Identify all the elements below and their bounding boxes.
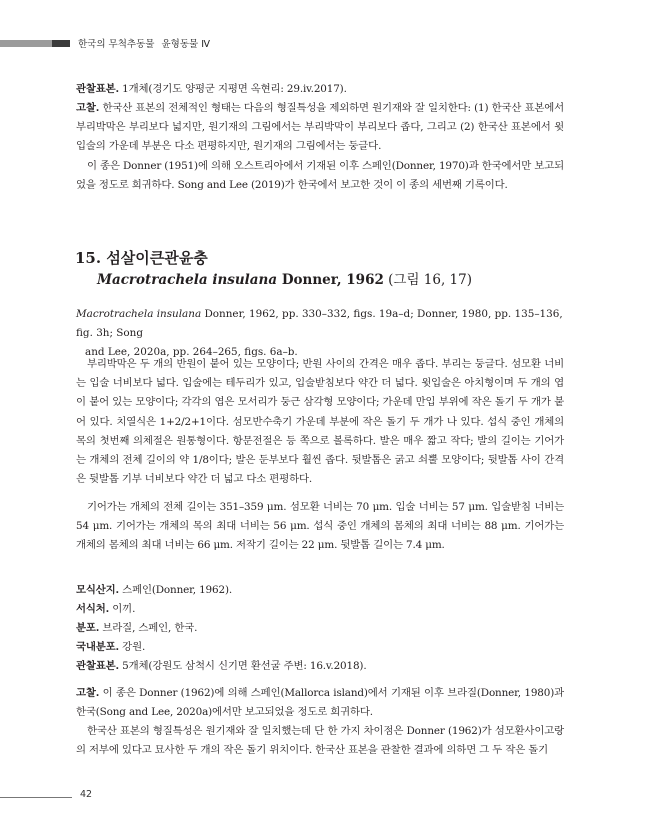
section-species-heading [97, 268, 472, 288]
header-bar-gray [0, 40, 52, 47]
remark-paragraph [76, 99, 564, 157]
comparison-paragraph: 한국산 표본의 형질특성은 원기재와 잘 일치했는데 단 한 가지 차이점은 Donner (1962)가 섬모환사이고랑의 저부에 있다고 묘사한 두 개의 작은 돌기 위치이다. 한국산 표본을 관찰한 결과에 의하면 그 두 작은 돌기 [76, 725, 564, 757]
specimen-label: 관찰표본. [76, 83, 120, 95]
type-locality-text: 스페인(Donner, 1962). [119, 584, 232, 596]
remark-text: 한국산 표본의 전체적인 형태는 다음의 형질특성을 제외하면 원기재와 잘 일치한다: (1) 한국산 표본에서 부리박막은 부리보다 넓지만, 원기재의 그림에서는 부리박막이 부리보다 좁다, 그리고 (2) 한국산 표본에서 윗입술의 가운데 부분은 다소 편평하지만, 원기재의 그림에서는 둥글다. [76, 102, 564, 153]
header-bar-dark [52, 40, 70, 47]
type-locality-label: 모식산지. [76, 584, 120, 596]
distribution-label: 분포. [76, 622, 100, 634]
remark-label-2: 고찰. [76, 687, 100, 699]
habitat-line [76, 600, 564, 619]
figure-reference: (그림 16, 17) [383, 272, 472, 288]
habitat-label: 서식처. [76, 603, 110, 615]
header-subtitle: 윤형동물 Ⅳ [161, 39, 210, 50]
measurement-paragraph: 기어가는 개체의 전체 길이는 351–359 μm. 섬모환 너비는 70 μm. 입술 너비는 57 μm. 입술받침 너비는 54 μm. 기어가는 개체의 목의 최대 너비는 56 μm. 섭식 중인 개체의 몸체의 최대 너비는 88 μm. 기어가는 개체의 몸체의 최대 너비는 66 μm. 저작기 길이는 22 μm. 뒷발톱 길이는 7.4 μm. [76, 501, 564, 552]
reference-line-2: and Lee, 2020a, pp. 264–265, figs. 6a–b. [85, 346, 298, 359]
record-paragraph: 이 종은 Donner (1951)에 의해 오스트리아에서 기재된 이후 스페인(Donner, 1970)과 한국에서만 보고되었을 정도로 희귀하다. Song and Lee (2019)가 한국에서 보고한 것이 이 종의 세번째 기록이다. [76, 160, 564, 192]
specimen-text-2: 5개체(강원도 삼척시 신기면 환선굴 주변: 16.v.2018). [119, 660, 367, 672]
reference-line-1: Donner, 1962, pp. 330–332, figs. 19a–d; Donner, 1980, pp. 135–136, fig. 3h; Song [76, 308, 563, 340]
specimen-label-2: 관찰표본. [76, 660, 120, 672]
habitat-text: 이끼. [109, 603, 136, 615]
header-title: 한국의 무척추동물 [78, 39, 155, 50]
remark-paragraph-2 [76, 684, 564, 722]
description-paragraph: 부리박막은 두 개의 반원이 붙어 있는 모양이다; 반원 사이의 간격은 매우 좁다. 부리는 둥글다. 섬모환 너비는 입술 너비보다 넓다. 입술에는 테두리가 있고, 입술받침보다 약간 더 넓다. 윗입술은 아치형이며 두 개의 엽이 붙어 있는 모양이다; 각각의 엽은 모서리가 둥근 삼각형 모양이다; 가운데 만입 부위에 작은 돌기 두 개가 붙어 있다. 치열식은 1+2/2+1이다. 섬모반수축기 가운데 부분에 작은 돌기 두 개가 나 있다. 섭식 중인 개체의 목의 첫번째 의체절은 원통형이다. 항문전절은 등 쪽으로 볼록하다. 발은 매우 짧고 작다; 발의 길이는 기어가는 개체의 전체 길이의 약 1/8이다; 발은 둔부보다 훨씬 좁다. 뒷발톱은 굵고 쇠뿔 모양이다; 뒷발톱 사이 간격은 뒷발톱 기부 너비보다 약간 더 넓고 다소 편평하다. [76, 358, 564, 486]
domestic-text: 강원. [119, 641, 146, 653]
specimen-paragraph [76, 80, 564, 99]
page-number: 42 [80, 789, 93, 800]
species-name: Macrotrachela insulana [97, 272, 278, 288]
species-author: Donner, 1962 [277, 272, 384, 288]
domestic-label: 국내분포. [76, 641, 120, 653]
domestic-distribution-line [76, 638, 564, 657]
remark-label: 고찰. [76, 102, 100, 114]
reference-species: Macrotrachela insulana [76, 308, 202, 320]
specimen-line [76, 657, 564, 676]
section-title: 15. 섬살이큰관윤충 [75, 249, 208, 267]
type-locality-line [76, 581, 564, 600]
distribution-line [76, 619, 564, 638]
remark-text-2: 이 종은 Donner (1962)에 의해 스페인(Mallorca island)에서 기재된 이후 브라질(Donner, 1980)과 한국(Song and Lee, 2020a)에서만 보고되었을 정도로 희귀하다. [76, 687, 564, 719]
distribution-text: 브라질, 스페인, 한국. [99, 622, 198, 634]
specimen-text: 1개체(경기도 양평군 지평면 옥현리: 29.iv.2017). [119, 83, 347, 95]
running-header [78, 36, 210, 50]
synonymy-reference [76, 305, 564, 363]
footer-rule [0, 797, 72, 798]
